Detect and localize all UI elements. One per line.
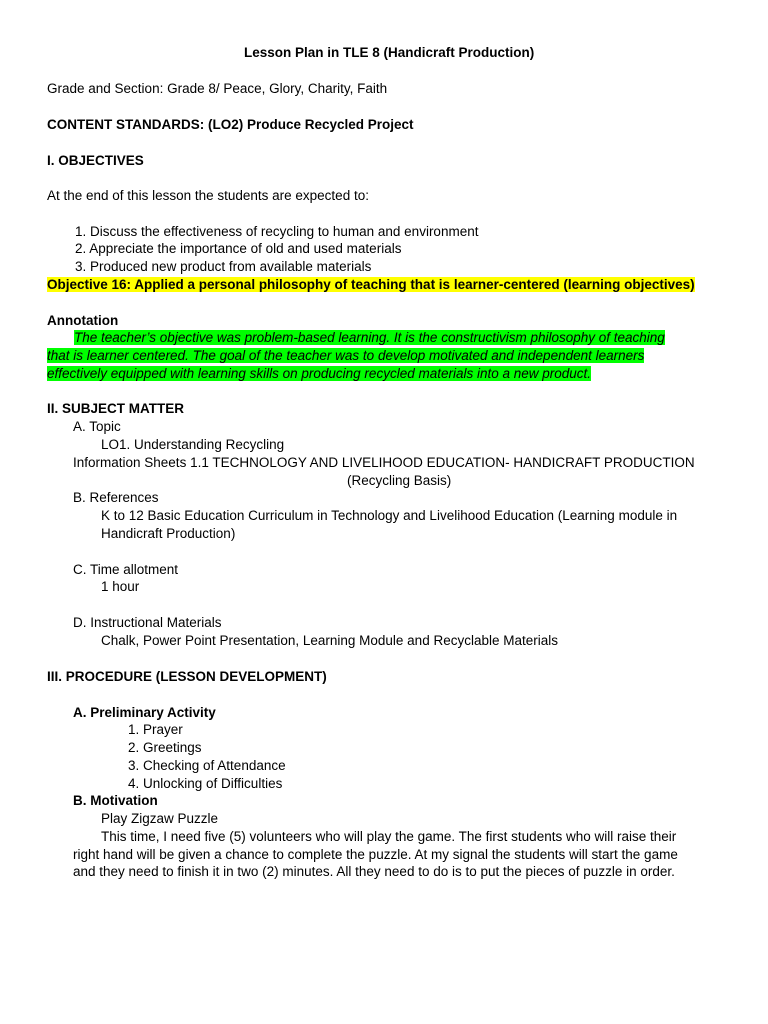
time-label: C. Time allotment	[73, 562, 179, 577]
annotation-text: that is learner centered. The goal of the teacher was to develop motivated and independent learners	[47, 348, 645, 363]
topic-label: A. Topic	[73, 419, 121, 434]
grade-section: Grade and Section: Grade 8/ Peace, Glory, Charity, Faith	[47, 81, 388, 96]
objectives-intro: At the end of this lesson the students are expected to:	[47, 188, 369, 203]
objective-highlight-text: Objective 16: Applied a personal philosophy of teaching that is learner-centered (learning objectives)	[47, 277, 695, 292]
subject-matter-heading: II. SUBJECT MATTER	[47, 401, 185, 416]
annotation-line	[47, 347, 644, 364]
preliminary-item: 2. Greetings	[128, 740, 202, 755]
preliminary-item: 1. Prayer	[128, 722, 183, 737]
objective-highlight	[47, 276, 695, 293]
objective-item: 2. Appreciate the importance of old and used materials	[75, 241, 402, 256]
content-standards: CONTENT STANDARDS: (LO2) Produce Recycled Project	[47, 117, 414, 132]
annotation-line	[74, 329, 665, 346]
motivation-line: and they need to finish it in two (2) minutes. All they need to do is to put the pieces of puzzle in order.	[73, 864, 675, 879]
references-label: B. References	[73, 490, 159, 505]
preliminary-item: 3. Checking of Attendance	[128, 758, 286, 773]
preliminary-label: A. Preliminary Activity	[73, 705, 216, 720]
annotation-text: effectively equipped with learning skills on producing recycled materials into a new product.	[47, 366, 592, 381]
annotation-line	[47, 365, 591, 382]
materials-label: D. Instructional Materials	[73, 615, 222, 630]
objective-item: 1. Discuss the effectiveness of recycling to human and environment	[75, 224, 479, 239]
info-sheet: Information Sheets 1.1 TECHNOLOGY AND LIVELIHOOD EDUCATION- HANDICRAFT PRODUCTION	[73, 455, 695, 470]
motivation-title: Play Zigzaw Puzzle	[101, 811, 219, 826]
motivation-line: This time, I need five (5) volunteers who will play the game. The first students who will raise their	[101, 829, 677, 844]
info-sheet-sub: (Recycling Basis)	[347, 473, 452, 488]
objective-item: 3. Produced new product from available materials	[75, 259, 372, 274]
motivation-line: right hand will be given a chance to complete the puzzle. At my signal the students will start the game	[73, 847, 678, 862]
preliminary-item: 4. Unlocking of Difficulties	[128, 776, 283, 791]
references-line: Handicraft Production)	[101, 526, 236, 541]
motivation-label: B. Motivation	[73, 793, 158, 808]
time-value: 1 hour	[101, 579, 140, 594]
references-line: K to 12 Basic Education Curriculum in Technology and Livelihood Education (Learning module in	[101, 508, 678, 523]
annotation-heading: Annotation	[47, 313, 119, 328]
annotation-text: The teacher’s objective was problem-based learning. It is the constructivism philosophy of teaching	[74, 330, 665, 345]
topic-value: LO1. Understanding Recycling	[101, 437, 285, 452]
procedure-heading: III. PROCEDURE (LESSON DEVELOPMENT)	[47, 669, 327, 684]
materials-value: Chalk, Power Point Presentation, Learning Module and Recyclable Materials	[101, 633, 558, 648]
page-title: Lesson Plan in TLE 8 (Handicraft Production)	[244, 45, 535, 60]
objectives-heading: I. OBJECTIVES	[47, 153, 144, 168]
